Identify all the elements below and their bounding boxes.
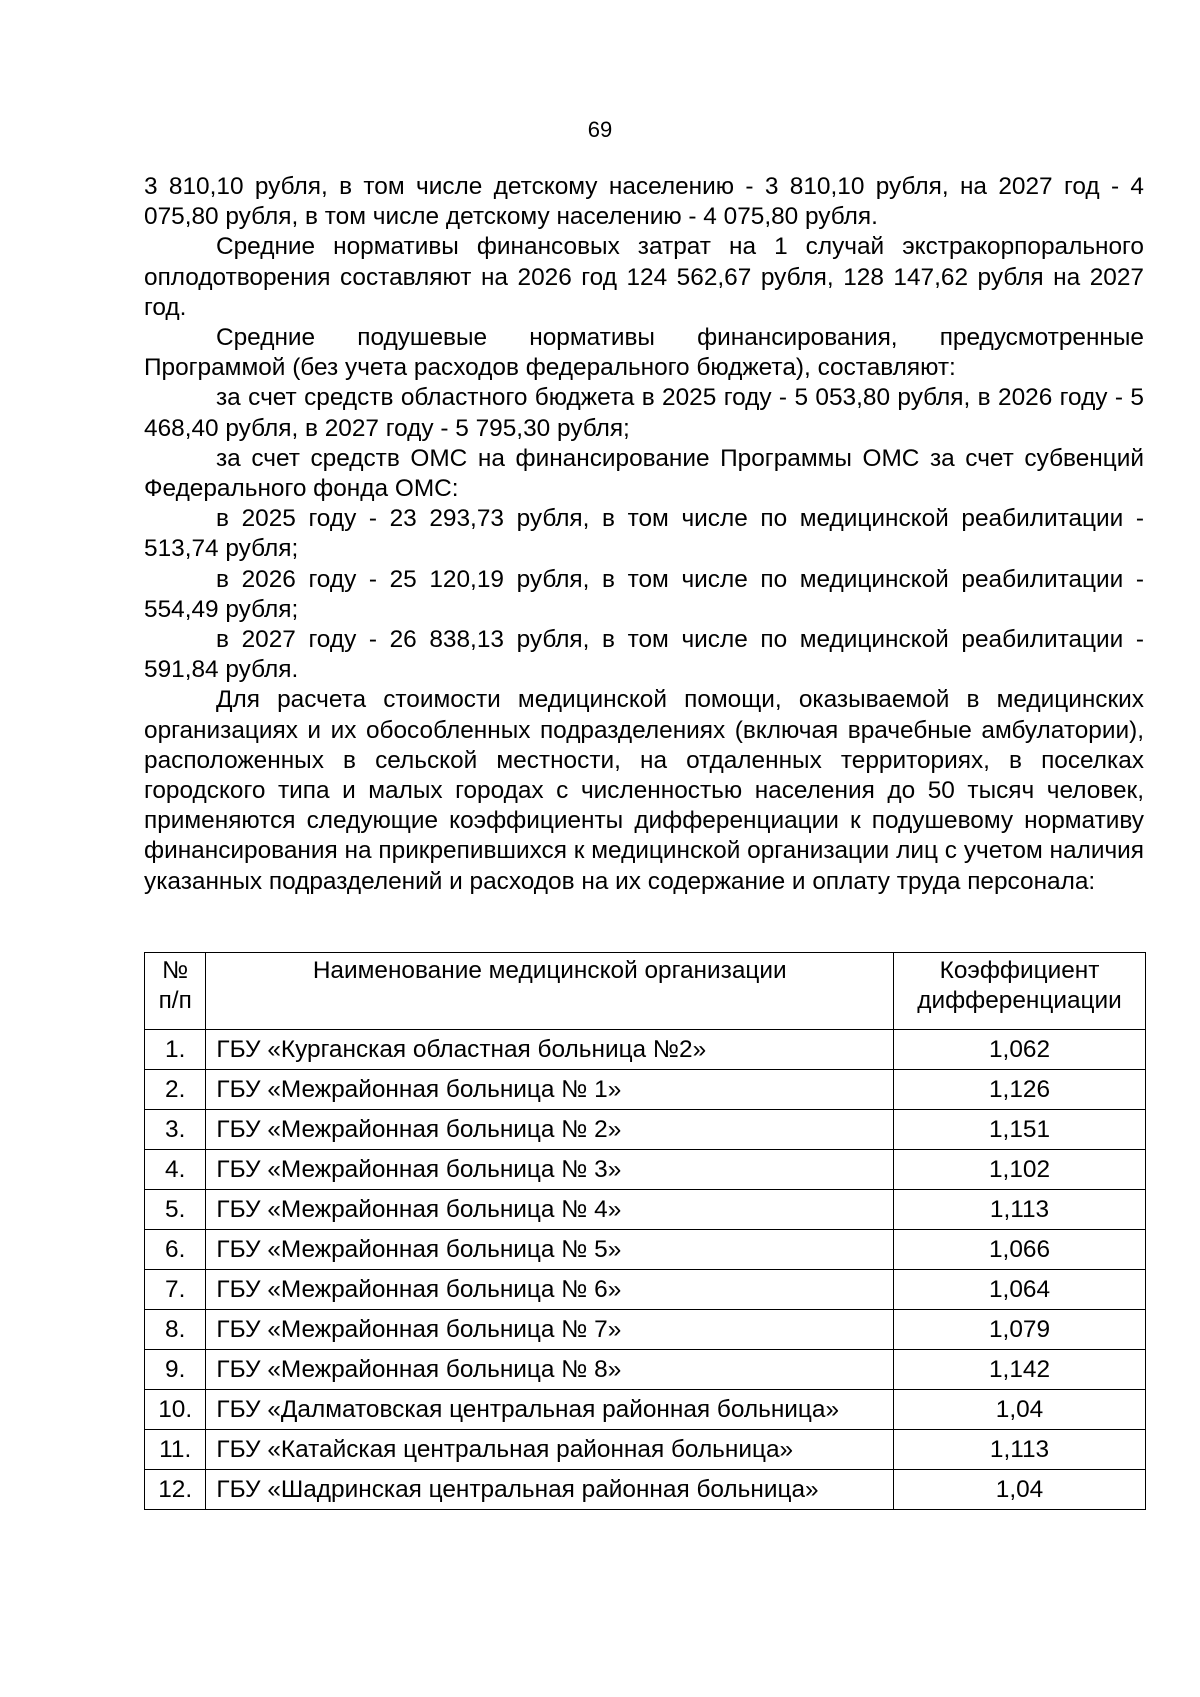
- paragraph: в 2025 году - 23 293,73 рубля, в том числе по медицинской реабилитации - 513,74 рубля;: [144, 505, 1144, 563]
- row-organization-name: ГБУ «Межрайонная больница № 3»: [206, 1150, 894, 1190]
- table-row: [145, 1110, 1146, 1150]
- paragraph: 3 810,10 рубля, в том числе детскому населению - 3 810,10 рубля, на 2027 год - 4 075,80 рубля, в том числе детскому населению - 4 075,80 рубля.: [144, 173, 1144, 231]
- row-organization-name: ГБУ «Шадринская центральная районная больница»: [206, 1470, 894, 1510]
- table-row: [145, 1350, 1146, 1390]
- table-row: [145, 1430, 1146, 1470]
- coefficient-table: [144, 952, 1146, 1510]
- table-row: [145, 1150, 1146, 1190]
- table-body: [145, 1030, 1146, 1510]
- header-number-line2: п/п: [158, 987, 192, 1014]
- row-number: 11.: [145, 1430, 206, 1470]
- table-row: [145, 1230, 1146, 1270]
- table-row: [145, 1310, 1146, 1350]
- row-organization-name: ГБУ «Межрайонная больница № 2»: [206, 1110, 894, 1150]
- row-organization-name: ГБУ «Межрайонная больница № 1»: [206, 1070, 894, 1110]
- document-body: [144, 172, 1144, 897]
- row-coefficient: 1,04: [894, 1470, 1146, 1510]
- row-coefficient: 1,062: [894, 1030, 1146, 1070]
- row-number: 5.: [145, 1190, 206, 1230]
- row-organization-name: ГБУ «Межрайонная больница № 6»: [206, 1270, 894, 1310]
- table-row: [145, 1470, 1146, 1510]
- row-coefficient: 1,066: [894, 1230, 1146, 1270]
- row-number: 9.: [145, 1350, 206, 1390]
- paragraph: Средние подушевые нормативы финансирования, предусмотренные Программой (без учета расходов федерального бюджета), составляют:: [144, 324, 1144, 382]
- header-name: Наименование медицинской организации: [206, 953, 894, 1030]
- table-row: [145, 1030, 1146, 1070]
- row-number: 7.: [145, 1270, 206, 1310]
- header-number-line1: №: [162, 957, 189, 984]
- row-coefficient: 1,102: [894, 1150, 1146, 1190]
- paragraph: Средние нормативы финансовых затрат на 1 случай экстракорпорального оплодотворения составляют на 2026 год 124 562,67 рубля, 128 147,62 рубля на 2027 год.: [144, 233, 1144, 321]
- row-number: 1.: [145, 1030, 206, 1070]
- header-coefficient-line1: Коэффициент: [939, 957, 1100, 984]
- row-organization-name: ГБУ «Межрайонная больница № 7»: [206, 1310, 894, 1350]
- table-row: [145, 1390, 1146, 1430]
- paragraph: Для расчета стоимости медицинской помощи, оказываемой в медицинских организациях и их обособленных подразделениях (включая врачебные амбулатории), расположенных в сельской местности, на отдаленных территориях, в поселках городского типа и малых городах с численностью населения до 50 тысяч человек, применяются следующие коэффициенты дифференциации к подушевому нормативу финансирования на прикрепившихся к медицинской организации лиц с учетом наличия указанных подразделений и расходов на их содержание и оплату труда персонала:: [144, 686, 1144, 895]
- row-coefficient: 1,142: [894, 1350, 1146, 1390]
- row-number: 4.: [145, 1150, 206, 1190]
- row-number: 6.: [145, 1230, 206, 1270]
- row-coefficient: 1,126: [894, 1070, 1146, 1110]
- row-coefficient: 1,113: [894, 1430, 1146, 1470]
- row-organization-name: ГБУ «Межрайонная больница № 8»: [206, 1350, 894, 1390]
- row-organization-name: ГБУ «Межрайонная больница № 4»: [206, 1190, 894, 1230]
- paragraph: в 2027 году - 26 838,13 рубля, в том числе по медицинской реабилитации - 591,84 рубля.: [144, 626, 1144, 684]
- paragraph: за счет средств ОМС на финансирование Программы ОМС за счет субвенций Федерального фонда ОМС:: [144, 444, 1144, 503]
- header-coefficient-line2: дифференциации: [917, 987, 1122, 1014]
- table-row: [145, 1270, 1146, 1310]
- row-coefficient: 1,064: [894, 1270, 1146, 1310]
- row-coefficient: 1,04: [894, 1390, 1146, 1430]
- paragraph: в 2026 году - 25 120,19 рубля, в том числе по медицинской реабилитации - 554,49 рубля;: [144, 565, 1144, 623]
- page-number: 69: [587, 117, 613, 142]
- table-row: [145, 1070, 1146, 1110]
- header-coefficient: [894, 953, 1146, 1030]
- row-organization-name: ГБУ «Катайская центральная районная больница»: [206, 1430, 894, 1470]
- paragraph: за счет средств областного бюджета в 2025 году - 5 053,80 рубля, в 2026 году - 5 468,40 рубля, в 2027 году - 5 795,30 рубля;: [144, 384, 1144, 442]
- row-number: 10.: [145, 1390, 206, 1430]
- row-organization-name: ГБУ «Курганская областная больница №2»: [206, 1030, 894, 1070]
- row-organization-name: ГБУ «Межрайонная больница № 5»: [206, 1230, 894, 1270]
- row-number: 2.: [145, 1070, 206, 1110]
- table-header-row: [145, 953, 1146, 1030]
- row-number: 3.: [145, 1110, 206, 1150]
- row-number: 12.: [145, 1470, 206, 1510]
- row-organization-name: ГБУ «Далматовская центральная районная больница»: [206, 1390, 894, 1430]
- header-number: [145, 953, 206, 1030]
- row-number: 8.: [145, 1310, 206, 1350]
- row-coefficient: 1,079: [894, 1310, 1146, 1350]
- table-row: [145, 1190, 1146, 1230]
- row-coefficient: 1,151: [894, 1110, 1146, 1150]
- row-coefficient: 1,113: [894, 1190, 1146, 1230]
